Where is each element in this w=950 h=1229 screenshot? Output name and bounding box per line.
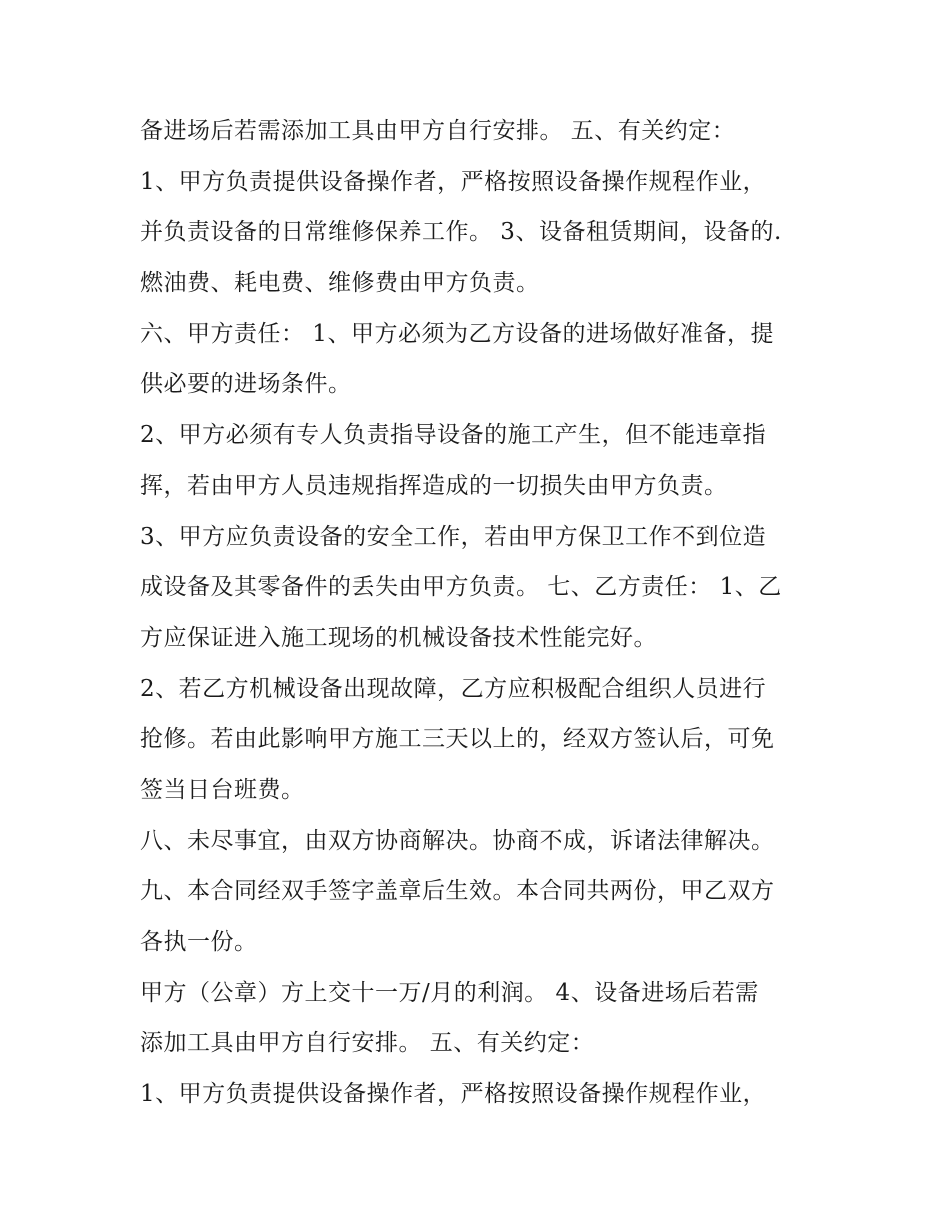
text-line: 九、本合同经双手签字盖章后生效。本合同共两份，甲乙双方 [140, 878, 775, 905]
text-line: 1、甲方负责提供设备操作者，严格按照设备操作规程作业， [140, 1081, 767, 1108]
text-line: 并负责设备的日常维修保养工作。 3、设备租赁期间，设备的. [140, 219, 782, 246]
text-line: 1、甲方负责提供设备操作者，严格按照设备操作规程作业， [140, 168, 767, 195]
text-line: 各执一份。 [140, 929, 258, 955]
text-line: 六、甲方责任： 1、甲方必须为乙方设备的进场做好准备，提 [140, 320, 774, 347]
text-line: 成设备及其零备件的丢失由甲方负责。 七、乙方责任： 1、乙 [140, 574, 782, 601]
text-line: 抢修。若由此影响甲方施工三天以上的，经双方签认后，可免 [140, 726, 775, 753]
document-body [140, 106, 820, 1120]
text-line: 签当日台班费。 [140, 776, 305, 803]
text-line: 供必要的进场条件。 [140, 371, 352, 398]
text-line: 备进场后若需添加工具由甲方自行安排。 五、有关约定： [140, 118, 736, 144]
text-line: 燃油费、耗电费、维修费由甲方负责。 [140, 270, 540, 297]
text-line: 2、若乙方机械设备出现故障，乙方应积极配合组织人员进行 [140, 675, 767, 702]
text-line: 甲方（公章）方上交十一万/月的利润。 4、设备进场后若需 [140, 979, 759, 1006]
text-line: 2、甲方必须有专人负责指导设备的施工产生，但不能违章指 [140, 422, 767, 449]
text-line: 八、未尽事宜，由双方协商解决。协商不成，诉诸法律解决。 [140, 827, 775, 854]
text-line: 添加工具由甲方自行安排。 五、有关约定： [140, 1030, 595, 1057]
text-line: 3、甲方应负责设备的安全工作，若由甲方保卫工作不到位造 [140, 523, 767, 550]
text-line: 挥，若由甲方人员违规指挥造成的一切损失由甲方负责。 [140, 472, 728, 499]
text-line: 方应保证进入施工现场的机械设备技术性能完好。 [140, 624, 657, 651]
